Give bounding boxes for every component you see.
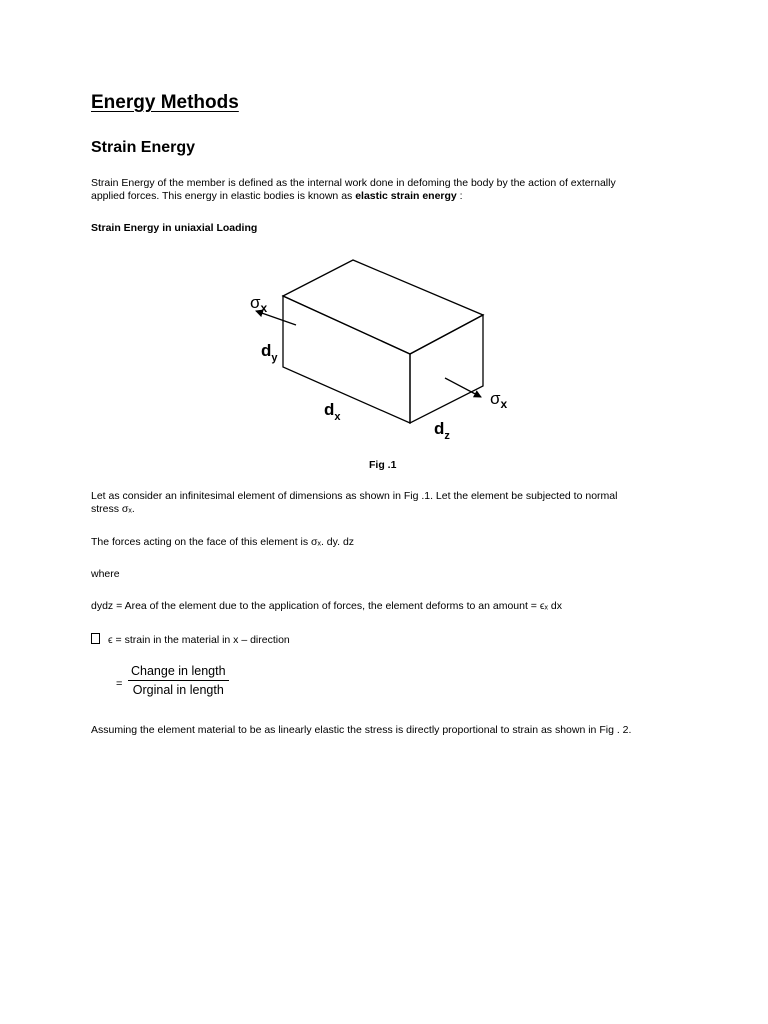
consider-paragraph [91,490,691,516]
strain-definition [91,633,691,647]
intro-line-2-suffix: : [456,190,463,202]
sigma-x-right-arrow [445,378,481,397]
assuming-paragraph: Assuming the element material to be as linearly elastic the stress is directly proportional to strain as shown in Fig . 2. [91,724,632,736]
consider-line-2: stress σₓ. [91,503,135,515]
cuboid-right-face [410,315,483,423]
figure-element-block [240,250,530,450]
subheading-uniaxial: Strain Energy in uniaxial Loading [91,222,258,234]
intro-paragraph [91,177,691,203]
missing-glyph-icon [91,633,100,644]
figure-caption: Fig .1 [369,459,397,471]
forces-paragraph: The forces acting on the face of this element is σₓ. dy. dz [91,536,355,548]
strain-definition-text: ϵ = strain in the material in x – direction [108,634,290,646]
label-dy: $d_y$ [261,341,278,364]
elastic-strain-energy-term: elastic strain energy [355,190,457,202]
cuboid-front-face [283,296,410,423]
area-paragraph: dydz = Area of the element due to the application of forces, the element deforms to an amount = ϵₓ dx [91,600,562,612]
cuboid-top-face [283,260,483,354]
label-dz: $d_z$ [434,419,450,442]
fraction [128,664,229,697]
page-title: Energy Methods [91,92,239,113]
label-sigma-x-right: $\sigma_x$ [490,389,508,411]
fraction-numerator: Change in length [128,664,229,681]
equals-sign: = [116,678,123,690]
element-diagram [240,250,530,450]
cuboid [283,260,483,423]
label-dx: $d_x$ [324,400,341,423]
where-paragraph: where [91,568,120,580]
intro-line-1: Strain Energy of the member is defined as the internal work done in defoming the body by the action of externally [91,177,616,189]
consider-line-1: Let as consider an infinitesimal element of dimensions as shown in Fig .1. Let the element be subjected to normal [91,490,618,502]
section-title: Strain Energy [91,139,196,156]
intro-line-2: applied forces. This energy in elastic bodies is known as [91,190,356,202]
fraction-denominator: Orginal in length [132,683,224,697]
label-sigma-x-left: $\sigma_x$ [250,293,268,315]
